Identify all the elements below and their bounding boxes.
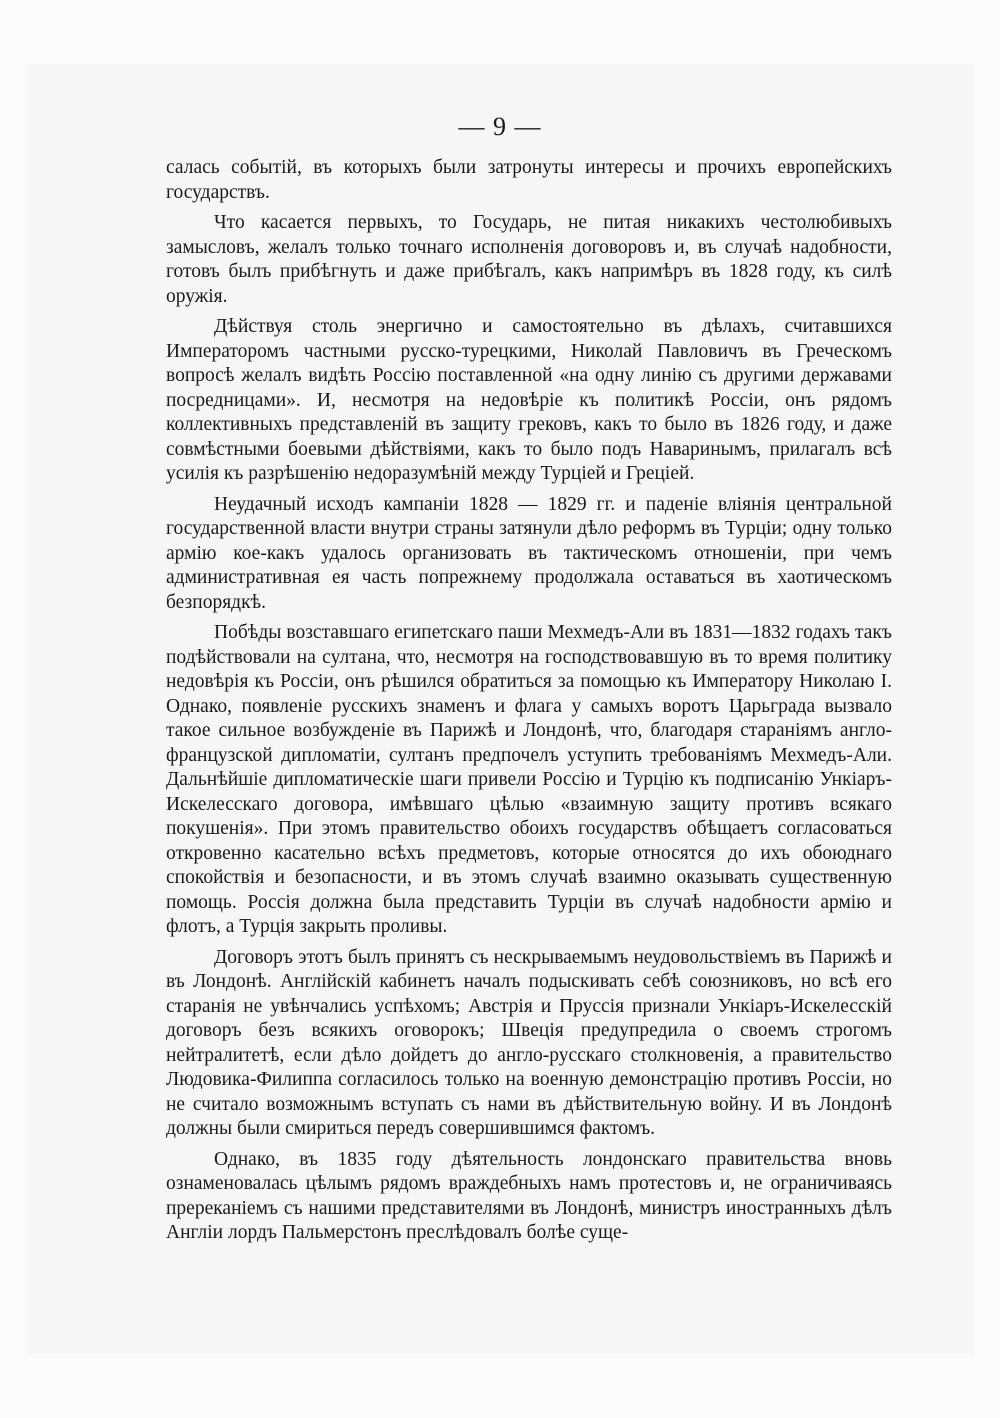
paragraph-1: салась событій, въ которыхъ были затронуты интересы и прочихъ европейскихъ государствъ.	[166, 157, 892, 203]
paragraph-4: Неудачный исходъ кампаніи 1828 — 1829 гг. и паденіе вліянія центральной государственной власти внутри страны затянули дѣло реформъ въ Турціи; одну только армію кое-какъ удалось организовать въ тактическомъ отношеніи, при чемъ административная ея часть попрежнему продолжала оставаться въ хаотическомъ безпорядкѣ.	[166, 493, 892, 613]
paragraph-2: Что касается первыхъ, то Государь, не питая никакихъ честолюбивыхъ замысловъ, желалъ только точнаго исполненія договоровъ и, въ случаѣ надобности, готовъ былъ прибѣгнуть и даже прибѣгалъ, какъ напримѣръ въ 1828 году, къ силѣ оружія.	[166, 212, 892, 307]
paragraph-5: Побѣды возставшаго египетскаго паши Мехмедъ-Али въ 1831—1832 годахъ такъ подѣйствовали на султана, что, несмотря на господствовавшую въ то время политику недовѣрія къ Россіи, онъ рѣшился обратиться за помощью къ Императору Николаю I. Однако, появленіе русскихъ знаменъ и флага у самыхъ воротъ Царьграда вызвало такое сильное возбужденіе въ Парижѣ и Лондонѣ, что, благодаря стараніямъ англо-французской дипломатіи, султанъ предпочелъ уступить требованіямъ Мехмедъ-Али. Дальнѣйшіе дипломатическіе шаги привели Россію и Турцію къ подписанію Ункіаръ-Искелесскаго договора, имѣвшаго цѣлью «взаимную защиту противъ всякаго покушенія». При этомъ правительство обоихъ государствъ обѣщаетъ согласоваться откровенно касательно всѣхъ предметовъ, которые относятся до ихъ обоюднаго спокойствія и безопасности, и въ этомъ случаѣ взаимно оказывать существенную помощь. Россія должна была представить Турціи въ случаѣ надобности армію и флотъ, а Турція закрыть проливы.	[166, 622, 892, 937]
paragraph-6: Договоръ этотъ былъ принятъ съ нескрываемымъ неудовольствіемъ въ Парижѣ и въ Лондонѣ. Англійскій кабинетъ началъ подыскивать себѣ союзниковъ, но всѣ его старанія не увѣнчались успѣхомъ; Австрія и Пруссія признали Ункіаръ-Искелесскій договоръ безъ всякихъ оговорокъ; Швеція предупредила о своемъ строгомъ нейтралитетѣ, если дѣло дойдетъ до англо-русскаго столкновенія, а правительство Людовика-Филиппа согласилось только на военную демонстрацію противъ Россіи, но не считало возможнымъ вступать съ нами въ дѣйствительную войну. И въ Лондонѣ должны были смириться передъ совершившимся фактомъ.	[166, 946, 892, 1139]
body-text	[166, 156, 892, 1252]
paragraph-3: Дѣйствуя столь энергично и самостоятельно въ дѣлахъ, считавшихся Императоромъ частными русско-турецкими, Николай Павловичъ въ Греческомъ вопросѣ желалъ видѣть Россію поставленной «на одну линію съ другими державами посредницами». И, несмотря на недовѣріе къ политикѣ Россіи, онъ рядомъ коллективныхъ представленій въ защиту грековъ, какъ то было въ 1826 году, и даже совмѣстными боевыми дѣйствіями, какъ то было подъ Наваринымъ, прилагалъ всѣ усилія къ разрѣшенію недоразумѣній между Турціей и Греціей.	[166, 316, 892, 484]
page-number: — 9 —	[458, 112, 542, 141]
paragraph-7: Однако, въ 1835 году дѣятельность лондонскаго правительства вновь ознаменовалась цѣлымъ рядомъ враждебныхъ намъ протестовъ и, не ограничиваясь пререканіемъ съ нашими представителями въ Лондонѣ, министръ иностранныхъ дѣлъ Англіи лордъ Пальмерстонъ преслѣдовалъ болѣе суще-	[166, 1148, 892, 1243]
